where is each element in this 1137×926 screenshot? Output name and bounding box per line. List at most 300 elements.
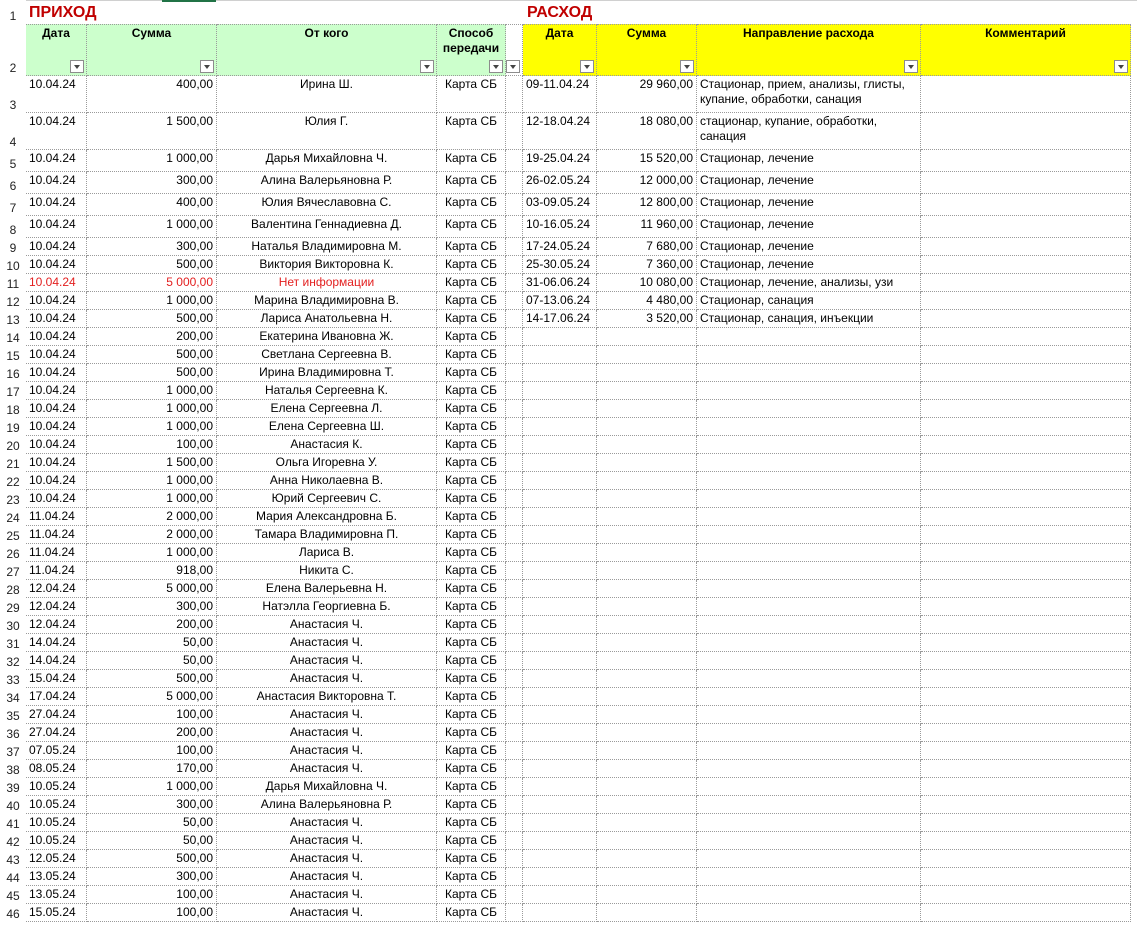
expense-cell[interactable] bbox=[523, 400, 597, 418]
row-header[interactable]: 18 bbox=[0, 400, 26, 418]
spacer-cell[interactable] bbox=[506, 328, 523, 346]
income-cell[interactable]: 50,00 bbox=[87, 814, 217, 832]
income-cell[interactable]: Лариса В. bbox=[217, 544, 437, 562]
income-cell[interactable]: Карта СБ bbox=[437, 562, 506, 580]
income-cell[interactable]: 200,00 bbox=[87, 724, 217, 742]
row-header[interactable]: 38 bbox=[0, 760, 26, 778]
expense-cell[interactable]: Стационар, лечение bbox=[697, 194, 921, 216]
income-cell[interactable]: 1 000,00 bbox=[87, 418, 217, 436]
expense-cell[interactable] bbox=[523, 850, 597, 868]
expense-cell[interactable] bbox=[523, 616, 597, 634]
income-cell[interactable]: Екатерина Ивановна Ж. bbox=[217, 328, 437, 346]
income-cell[interactable]: 300,00 bbox=[87, 238, 217, 256]
expense-cell[interactable]: Стационар, лечение bbox=[697, 150, 921, 172]
income-cell[interactable]: 170,00 bbox=[87, 760, 217, 778]
expense-cell[interactable] bbox=[697, 850, 921, 868]
expense-cell[interactable] bbox=[921, 832, 1131, 850]
row-header[interactable]: 4 bbox=[0, 113, 26, 150]
filter-dropdown-icon[interactable] bbox=[489, 60, 503, 73]
income-cell[interactable]: Елена Валерьевна Н. bbox=[217, 580, 437, 598]
income-cell[interactable]: 5 000,00 bbox=[87, 274, 217, 292]
expense-header-1[interactable] bbox=[597, 24, 697, 76]
expense-cell[interactable] bbox=[921, 364, 1131, 382]
income-cell[interactable]: 13.05.24 bbox=[26, 886, 87, 904]
income-cell[interactable]: Карта СБ bbox=[437, 418, 506, 436]
expense-cell[interactable] bbox=[697, 868, 921, 886]
income-cell[interactable]: Анастасия Ч. bbox=[217, 616, 437, 634]
expense-cell[interactable] bbox=[697, 490, 921, 508]
expense-cell[interactable] bbox=[597, 796, 697, 814]
income-cell[interactable]: Лариса Анатольевна Н. bbox=[217, 310, 437, 328]
income-cell[interactable]: 100,00 bbox=[87, 436, 217, 454]
spacer-cell[interactable] bbox=[506, 544, 523, 562]
expense-cell[interactable] bbox=[523, 760, 597, 778]
income-cell[interactable]: Карта СБ bbox=[437, 256, 506, 274]
income-cell[interactable]: 14.04.24 bbox=[26, 652, 87, 670]
income-cell[interactable]: Анастасия Ч. bbox=[217, 724, 437, 742]
expense-cell[interactable] bbox=[921, 814, 1131, 832]
row-header[interactable]: 13 bbox=[0, 310, 26, 328]
spacer-cell[interactable] bbox=[506, 113, 523, 150]
row-header[interactable]: 30 bbox=[0, 616, 26, 634]
expense-cell[interactable] bbox=[597, 436, 697, 454]
expense-cell[interactable] bbox=[597, 580, 697, 598]
expense-cell[interactable] bbox=[697, 670, 921, 688]
income-cell[interactable]: Карта СБ bbox=[437, 706, 506, 724]
expense-cell[interactable] bbox=[921, 274, 1131, 292]
spacer-cell[interactable] bbox=[506, 472, 523, 490]
income-cell[interactable]: Карта СБ bbox=[437, 490, 506, 508]
income-cell[interactable]: Карта СБ bbox=[437, 508, 506, 526]
income-cell[interactable]: 10.04.24 bbox=[26, 364, 87, 382]
row-header[interactable]: 19 bbox=[0, 418, 26, 436]
row-header[interactable]: 15 bbox=[0, 346, 26, 364]
expense-cell[interactable] bbox=[597, 634, 697, 652]
income-cell[interactable]: 1 000,00 bbox=[87, 400, 217, 418]
spacer-cell[interactable] bbox=[506, 364, 523, 382]
expense-cell[interactable] bbox=[597, 346, 697, 364]
income-cell[interactable]: 17.04.24 bbox=[26, 688, 87, 706]
income-cell[interactable]: 10.04.24 bbox=[26, 274, 87, 292]
income-cell[interactable]: 10.04.24 bbox=[26, 256, 87, 274]
income-header-3[interactable] bbox=[437, 24, 506, 76]
expense-cell[interactable] bbox=[921, 580, 1131, 598]
income-cell[interactable]: Карта СБ bbox=[437, 364, 506, 382]
income-cell[interactable]: 07.05.24 bbox=[26, 742, 87, 760]
spacer-cell[interactable] bbox=[506, 886, 523, 904]
expense-cell[interactable] bbox=[597, 778, 697, 796]
expense-cell[interactable]: 03-09.05.24 bbox=[523, 194, 597, 216]
income-cell[interactable]: Карта СБ bbox=[437, 238, 506, 256]
expense-cell[interactable] bbox=[697, 904, 921, 922]
expense-cell[interactable]: 12 800,00 bbox=[597, 194, 697, 216]
income-cell[interactable]: 50,00 bbox=[87, 832, 217, 850]
income-cell[interactable]: Елена Сергеевна Л. bbox=[217, 400, 437, 418]
income-cell[interactable]: Юрий Сергеевич С. bbox=[217, 490, 437, 508]
spacer-cell[interactable] bbox=[506, 796, 523, 814]
expense-cell[interactable] bbox=[921, 216, 1131, 238]
income-cell[interactable]: Никита С. bbox=[217, 562, 437, 580]
income-cell[interactable]: 10.04.24 bbox=[26, 346, 87, 364]
income-cell[interactable]: 300,00 bbox=[87, 598, 217, 616]
expense-cell[interactable] bbox=[921, 113, 1131, 150]
expense-cell[interactable] bbox=[921, 670, 1131, 688]
income-cell[interactable]: Наталья Владимировна М. bbox=[217, 238, 437, 256]
expense-cell[interactable] bbox=[921, 150, 1131, 172]
income-cell[interactable]: 10.04.24 bbox=[26, 238, 87, 256]
income-cell[interactable]: Анастасия Ч. bbox=[217, 706, 437, 724]
row-header[interactable]: 27 bbox=[0, 562, 26, 580]
expense-cell[interactable] bbox=[921, 346, 1131, 364]
income-cell[interactable]: Карта СБ bbox=[437, 400, 506, 418]
expense-cell[interactable] bbox=[697, 418, 921, 436]
expense-cell[interactable] bbox=[697, 742, 921, 760]
expense-cell[interactable] bbox=[597, 472, 697, 490]
spacer-cell[interactable] bbox=[506, 256, 523, 274]
expense-cell[interactable] bbox=[697, 400, 921, 418]
spacer-cell[interactable] bbox=[506, 526, 523, 544]
income-cell[interactable]: 10.04.24 bbox=[26, 76, 87, 113]
income-cell[interactable]: 400,00 bbox=[87, 194, 217, 216]
income-cell[interactable]: Карта СБ bbox=[437, 760, 506, 778]
expense-cell[interactable] bbox=[697, 634, 921, 652]
income-cell[interactable]: Карта СБ bbox=[437, 670, 506, 688]
expense-cell[interactable]: Стационар, санация bbox=[697, 292, 921, 310]
expense-cell[interactable] bbox=[697, 562, 921, 580]
income-cell[interactable]: Карта СБ bbox=[437, 172, 506, 194]
income-cell[interactable]: 500,00 bbox=[87, 310, 217, 328]
income-cell[interactable]: 13.05.24 bbox=[26, 868, 87, 886]
income-cell[interactable]: 15.04.24 bbox=[26, 670, 87, 688]
spacer-cell[interactable] bbox=[506, 172, 523, 194]
expense-cell[interactable] bbox=[921, 616, 1131, 634]
expense-cell[interactable] bbox=[597, 814, 697, 832]
expense-cell[interactable] bbox=[523, 688, 597, 706]
income-cell[interactable]: Карта СБ bbox=[437, 652, 506, 670]
row-header[interactable]: 28 bbox=[0, 580, 26, 598]
expense-cell[interactable] bbox=[523, 472, 597, 490]
expense-cell[interactable] bbox=[523, 508, 597, 526]
income-cell[interactable]: 100,00 bbox=[87, 886, 217, 904]
expense-cell[interactable] bbox=[921, 454, 1131, 472]
income-header-1[interactable] bbox=[87, 24, 217, 76]
income-cell[interactable]: 11.04.24 bbox=[26, 508, 87, 526]
row-header[interactable]: 3 bbox=[0, 76, 26, 113]
expense-cell[interactable] bbox=[523, 436, 597, 454]
income-cell[interactable]: Карта СБ bbox=[437, 310, 506, 328]
expense-cell[interactable]: Стационар, лечение bbox=[697, 238, 921, 256]
expense-cell[interactable] bbox=[597, 850, 697, 868]
expense-cell[interactable] bbox=[523, 418, 597, 436]
spacer-cell[interactable] bbox=[506, 562, 523, 580]
expense-cell[interactable] bbox=[597, 832, 697, 850]
income-cell[interactable]: 11.04.24 bbox=[26, 562, 87, 580]
expense-cell[interactable] bbox=[921, 652, 1131, 670]
expense-cell[interactable] bbox=[597, 526, 697, 544]
expense-cell[interactable] bbox=[523, 796, 597, 814]
income-cell[interactable]: 10.04.24 bbox=[26, 172, 87, 194]
income-cell[interactable]: 50,00 bbox=[87, 634, 217, 652]
income-cell[interactable]: 300,00 bbox=[87, 868, 217, 886]
income-cell[interactable]: Карта СБ bbox=[437, 886, 506, 904]
spacer-cell[interactable] bbox=[506, 670, 523, 688]
income-cell[interactable]: 10.04.24 bbox=[26, 292, 87, 310]
income-cell[interactable]: Карта СБ bbox=[437, 328, 506, 346]
income-cell[interactable]: 500,00 bbox=[87, 670, 217, 688]
income-cell[interactable]: 10.04.24 bbox=[26, 436, 87, 454]
expense-cell[interactable] bbox=[597, 724, 697, 742]
income-cell[interactable]: 12.04.24 bbox=[26, 616, 87, 634]
income-cell[interactable]: 10.04.24 bbox=[26, 490, 87, 508]
row-header[interactable]: 6 bbox=[0, 172, 26, 194]
spacer-cell[interactable] bbox=[506, 778, 523, 796]
expense-cell[interactable] bbox=[921, 256, 1131, 274]
expense-cell[interactable] bbox=[697, 364, 921, 382]
expense-cell[interactable] bbox=[921, 850, 1131, 868]
income-cell[interactable]: 10.04.24 bbox=[26, 194, 87, 216]
income-cell[interactable]: Елена Сергеевна Ш. bbox=[217, 418, 437, 436]
expense-cell[interactable] bbox=[921, 544, 1131, 562]
spacer-cell[interactable] bbox=[506, 274, 523, 292]
spacer-cell[interactable] bbox=[506, 724, 523, 742]
expense-cell[interactable] bbox=[697, 580, 921, 598]
income-cell[interactable]: 918,00 bbox=[87, 562, 217, 580]
expense-cell[interactable] bbox=[921, 400, 1131, 418]
income-cell[interactable]: Карта СБ bbox=[437, 292, 506, 310]
expense-cell[interactable] bbox=[921, 886, 1131, 904]
income-cell[interactable]: 5 000,00 bbox=[87, 580, 217, 598]
income-cell[interactable]: Карта СБ bbox=[437, 436, 506, 454]
expense-cell[interactable] bbox=[597, 706, 697, 724]
expense-cell[interactable] bbox=[597, 742, 697, 760]
spacer-cell[interactable] bbox=[506, 634, 523, 652]
income-cell[interactable]: 1 500,00 bbox=[87, 113, 217, 150]
spacer-cell[interactable] bbox=[506, 904, 523, 922]
filter-dropdown-icon[interactable] bbox=[200, 60, 214, 73]
row-header[interactable]: 20 bbox=[0, 436, 26, 454]
row-header[interactable]: 32 bbox=[0, 652, 26, 670]
expense-cell[interactable] bbox=[523, 490, 597, 508]
spacer-cell[interactable] bbox=[506, 76, 523, 113]
row-header[interactable]: 35 bbox=[0, 706, 26, 724]
expense-cell[interactable] bbox=[921, 76, 1131, 113]
income-cell[interactable]: Карта СБ bbox=[437, 526, 506, 544]
income-cell[interactable]: Марина Владимировна В. bbox=[217, 292, 437, 310]
row-header[interactable]: 10 bbox=[0, 256, 26, 274]
income-cell[interactable]: Анастасия Ч. bbox=[217, 742, 437, 760]
income-cell[interactable]: 10.05.24 bbox=[26, 778, 87, 796]
expense-cell[interactable]: 14-17.06.24 bbox=[523, 310, 597, 328]
expense-cell[interactable] bbox=[597, 598, 697, 616]
expense-cell[interactable]: 26-02.05.24 bbox=[523, 172, 597, 194]
row-header[interactable]: 29 bbox=[0, 598, 26, 616]
income-header-0[interactable] bbox=[26, 24, 87, 76]
income-cell[interactable]: Юлия Вячеславовна С. bbox=[217, 194, 437, 216]
expense-cell[interactable] bbox=[597, 508, 697, 526]
income-cell[interactable]: Карта СБ bbox=[437, 832, 506, 850]
spacer-cell[interactable] bbox=[506, 616, 523, 634]
income-cell[interactable]: Карта СБ bbox=[437, 472, 506, 490]
income-cell[interactable]: Натэлла Георгиевна Б. bbox=[217, 598, 437, 616]
spacer-cell[interactable] bbox=[506, 760, 523, 778]
income-cell[interactable]: Анастасия Ч. bbox=[217, 670, 437, 688]
expense-cell[interactable]: 12-18.04.24 bbox=[523, 113, 597, 150]
expense-cell[interactable] bbox=[523, 634, 597, 652]
income-cell[interactable]: Виктория Викторовна К. bbox=[217, 256, 437, 274]
income-cell[interactable]: 1 500,00 bbox=[87, 454, 217, 472]
expense-cell[interactable] bbox=[921, 760, 1131, 778]
expense-cell[interactable] bbox=[523, 742, 597, 760]
expense-cell[interactable] bbox=[597, 688, 697, 706]
income-cell[interactable]: Карта СБ bbox=[437, 194, 506, 216]
income-cell[interactable]: 500,00 bbox=[87, 850, 217, 868]
filter-dropdown-icon[interactable] bbox=[904, 60, 918, 73]
spacer-cell[interactable] bbox=[506, 688, 523, 706]
expense-cell[interactable]: 11 960,00 bbox=[597, 216, 697, 238]
expense-cell[interactable] bbox=[523, 598, 597, 616]
row-header[interactable]: 23 bbox=[0, 490, 26, 508]
expense-cell[interactable] bbox=[921, 382, 1131, 400]
expense-cell[interactable] bbox=[921, 310, 1131, 328]
spacer-cell[interactable] bbox=[506, 24, 523, 76]
income-cell[interactable]: 27.04.24 bbox=[26, 706, 87, 724]
expense-cell[interactable] bbox=[597, 382, 697, 400]
income-cell[interactable]: 1 000,00 bbox=[87, 472, 217, 490]
expense-cell[interactable]: 7 680,00 bbox=[597, 238, 697, 256]
row-header[interactable]: 7 bbox=[0, 194, 26, 216]
spacer-cell[interactable] bbox=[506, 832, 523, 850]
income-cell[interactable]: 500,00 bbox=[87, 346, 217, 364]
income-cell[interactable]: 12.04.24 bbox=[26, 580, 87, 598]
expense-cell[interactable] bbox=[597, 454, 697, 472]
row-header[interactable]: 39 bbox=[0, 778, 26, 796]
income-cell[interactable]: Алина Валерьяновна Р. bbox=[217, 172, 437, 194]
spacer-cell[interactable] bbox=[506, 382, 523, 400]
row-header[interactable]: 17 bbox=[0, 382, 26, 400]
row-header[interactable]: 41 bbox=[0, 814, 26, 832]
expense-cell[interactable] bbox=[697, 472, 921, 490]
row-header[interactable]: 24 bbox=[0, 508, 26, 526]
expense-cell[interactable] bbox=[697, 814, 921, 832]
income-cell[interactable]: 10.04.24 bbox=[26, 328, 87, 346]
expense-cell[interactable] bbox=[597, 544, 697, 562]
income-cell[interactable]: 100,00 bbox=[87, 706, 217, 724]
income-cell[interactable]: Карта СБ bbox=[437, 742, 506, 760]
expense-cell[interactable]: 7 360,00 bbox=[597, 256, 697, 274]
income-cell[interactable]: Карта СБ bbox=[437, 904, 506, 922]
expense-cell[interactable] bbox=[523, 706, 597, 724]
expense-cell[interactable] bbox=[597, 328, 697, 346]
expense-cell[interactable]: 10 080,00 bbox=[597, 274, 697, 292]
expense-cell[interactable] bbox=[597, 868, 697, 886]
row-header[interactable]: 34 bbox=[0, 688, 26, 706]
income-cell[interactable]: Анастасия Ч. bbox=[217, 904, 437, 922]
spacer-cell[interactable] bbox=[506, 490, 523, 508]
expense-cell[interactable] bbox=[697, 598, 921, 616]
expense-cell[interactable] bbox=[697, 526, 921, 544]
expense-cell[interactable]: 25-30.05.24 bbox=[523, 256, 597, 274]
income-cell[interactable]: Карта СБ bbox=[437, 76, 506, 113]
row-header[interactable]: 8 bbox=[0, 216, 26, 238]
income-cell[interactable]: Нет информации bbox=[217, 274, 437, 292]
spacer-cell[interactable] bbox=[506, 346, 523, 364]
income-cell[interactable]: Анна Николаевна В. bbox=[217, 472, 437, 490]
expense-cell[interactable] bbox=[921, 688, 1131, 706]
expense-cell[interactable] bbox=[597, 760, 697, 778]
expense-cell[interactable] bbox=[921, 418, 1131, 436]
income-cell[interactable]: Светлана Сергеевна В. bbox=[217, 346, 437, 364]
income-cell[interactable]: Тамара Владимировна П. bbox=[217, 526, 437, 544]
expense-cell[interactable] bbox=[921, 778, 1131, 796]
expense-cell[interactable] bbox=[921, 796, 1131, 814]
income-cell[interactable]: 10.05.24 bbox=[26, 832, 87, 850]
filter-dropdown-icon[interactable] bbox=[680, 60, 694, 73]
expense-cell[interactable] bbox=[597, 886, 697, 904]
row-header[interactable]: 43 bbox=[0, 850, 26, 868]
income-cell[interactable]: Карта СБ bbox=[437, 850, 506, 868]
income-cell[interactable]: 11.04.24 bbox=[26, 544, 87, 562]
income-cell[interactable]: Анастасия Ч. bbox=[217, 634, 437, 652]
expense-cell[interactable] bbox=[597, 364, 697, 382]
income-cell[interactable]: Юлия Г. bbox=[217, 113, 437, 150]
income-cell[interactable]: Ирина Ш. bbox=[217, 76, 437, 113]
expense-cell[interactable]: Стационар, прием, анализы, глисты, купание, обработки, санация bbox=[697, 76, 921, 113]
expense-cell[interactable] bbox=[697, 508, 921, 526]
income-cell[interactable]: 27.04.24 bbox=[26, 724, 87, 742]
row-header[interactable]: 21 bbox=[0, 454, 26, 472]
expense-cell[interactable] bbox=[921, 742, 1131, 760]
spacer-cell[interactable] bbox=[506, 742, 523, 760]
spacer-cell[interactable] bbox=[506, 216, 523, 238]
income-cell[interactable]: Карта СБ bbox=[437, 616, 506, 634]
expense-cell[interactable] bbox=[523, 832, 597, 850]
income-cell[interactable]: 50,00 bbox=[87, 652, 217, 670]
income-cell[interactable]: 200,00 bbox=[87, 616, 217, 634]
spacer-cell[interactable] bbox=[506, 508, 523, 526]
income-cell[interactable]: 11.04.24 bbox=[26, 526, 87, 544]
income-cell[interactable]: Валентина Геннадиевна Д. bbox=[217, 216, 437, 238]
income-cell[interactable]: Анастасия Ч. bbox=[217, 832, 437, 850]
income-cell[interactable]: 300,00 bbox=[87, 796, 217, 814]
expense-cell[interactable] bbox=[921, 292, 1131, 310]
expense-cell[interactable] bbox=[697, 436, 921, 454]
expense-cell[interactable] bbox=[697, 796, 921, 814]
income-cell[interactable]: 10.05.24 bbox=[26, 814, 87, 832]
expense-cell[interactable] bbox=[921, 490, 1131, 508]
expense-cell[interactable] bbox=[697, 382, 921, 400]
income-cell[interactable]: Анастасия Ч. bbox=[217, 886, 437, 904]
expense-cell[interactable] bbox=[921, 172, 1131, 194]
spacer-cell[interactable] bbox=[506, 436, 523, 454]
expense-cell[interactable] bbox=[523, 544, 597, 562]
expense-cell[interactable] bbox=[523, 886, 597, 904]
expense-cell[interactable] bbox=[523, 724, 597, 742]
row-header[interactable]: 45 bbox=[0, 886, 26, 904]
income-cell[interactable]: Анастасия Ч. bbox=[217, 652, 437, 670]
expense-cell[interactable] bbox=[597, 670, 697, 688]
spacer-cell[interactable] bbox=[506, 418, 523, 436]
expense-cell[interactable] bbox=[697, 706, 921, 724]
income-cell[interactable]: 1 000,00 bbox=[87, 292, 217, 310]
expense-cell[interactable] bbox=[523, 562, 597, 580]
expense-cell[interactable] bbox=[523, 778, 597, 796]
spacer-cell[interactable] bbox=[506, 706, 523, 724]
expense-cell[interactable]: 18 080,00 bbox=[597, 113, 697, 150]
income-cell[interactable]: Карта СБ bbox=[437, 598, 506, 616]
row-header[interactable]: 40 bbox=[0, 796, 26, 814]
income-cell[interactable]: Анастасия Ч. bbox=[217, 868, 437, 886]
income-cell[interactable]: Карта СБ bbox=[437, 544, 506, 562]
